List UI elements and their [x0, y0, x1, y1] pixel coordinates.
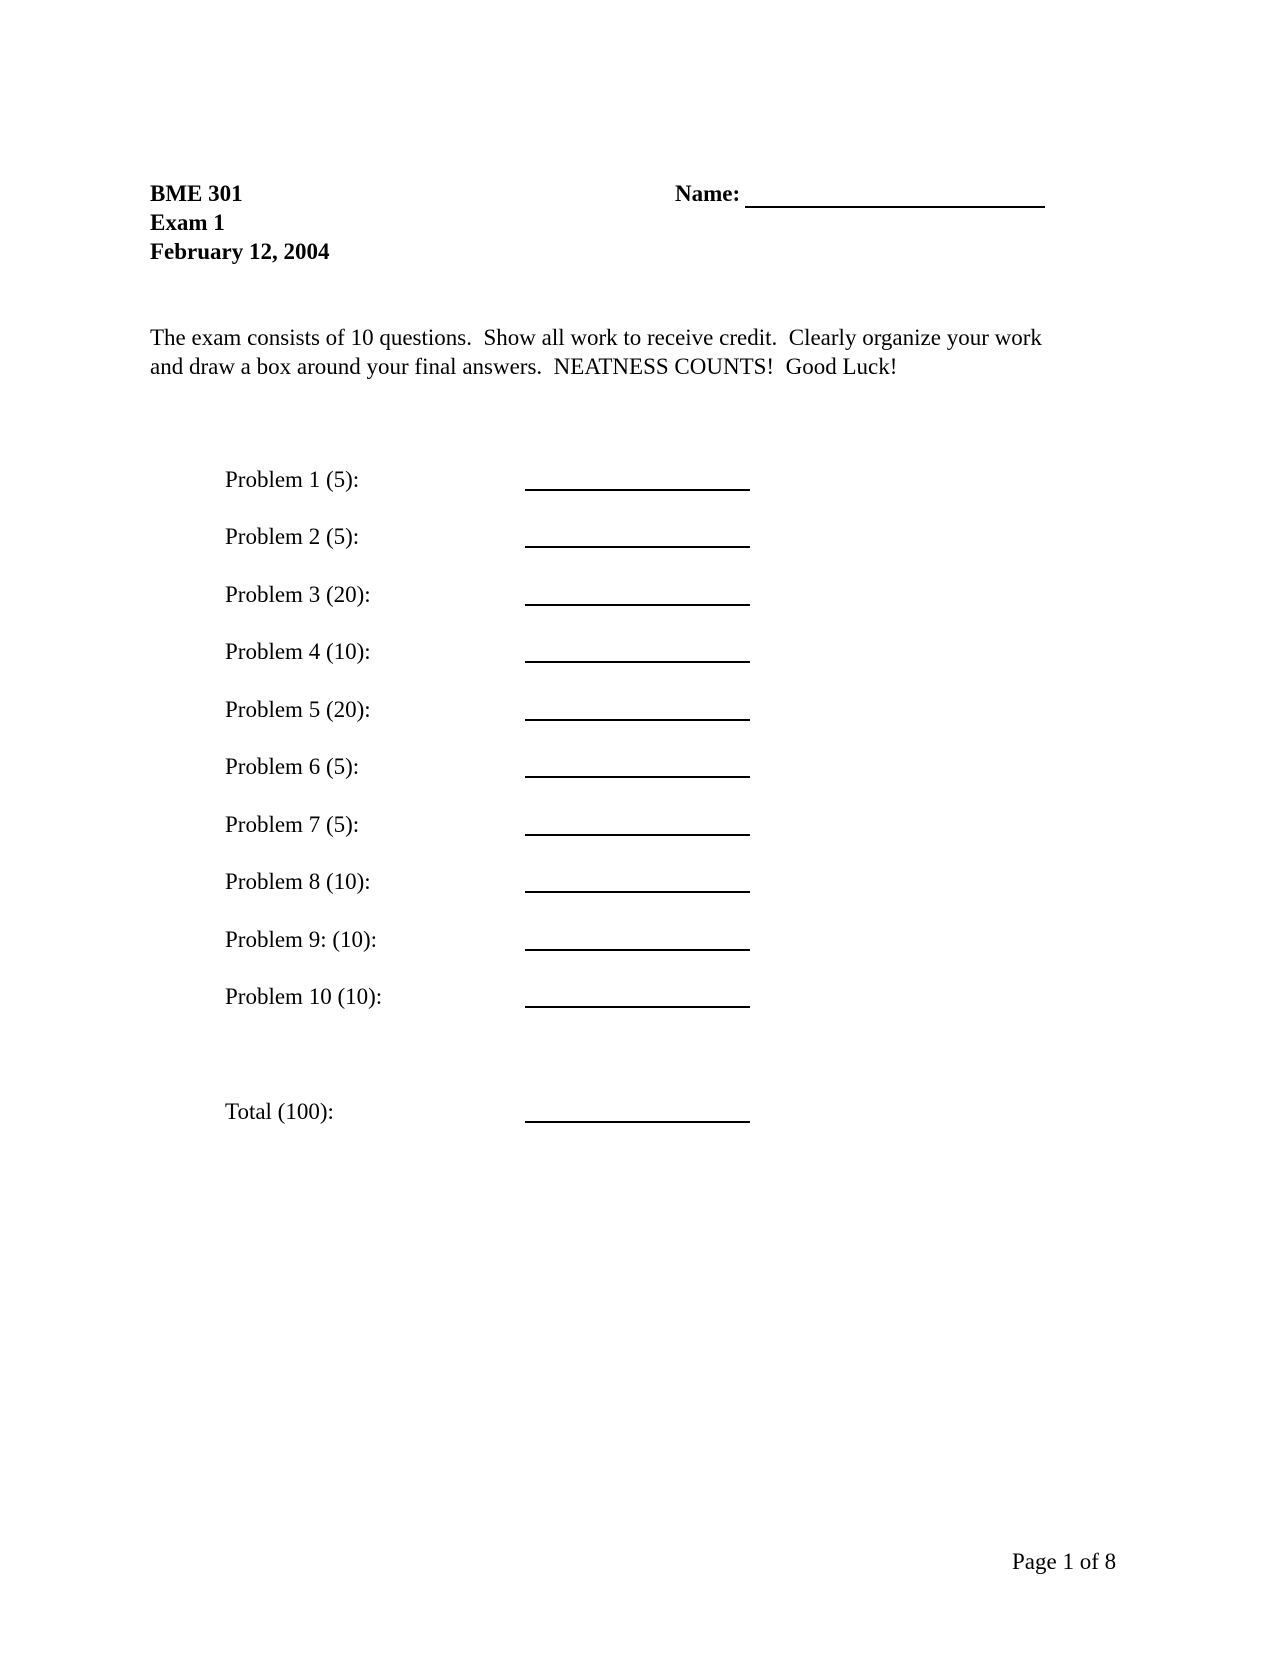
score-label: Problem 9: (10): — [225, 927, 378, 952]
total-label: Total (100): — [225, 1099, 334, 1124]
score-blank-line[interactable] — [525, 661, 750, 663]
score-label: Problem 6 (5): — [225, 754, 360, 779]
total-blank-line[interactable] — [525, 1121, 750, 1123]
score-row-problem-8 — [225, 867, 750, 897]
instructions-line-1: The exam consists of 10 questions. Show all work to receive credit. Clearly organize your work — [150, 325, 1042, 350]
score-blank-line[interactable] — [525, 776, 750, 778]
score-row-problem-3 — [225, 580, 750, 610]
score-label: Problem 2 (5): — [225, 524, 360, 549]
score-label: Problem 8 (10): — [225, 869, 371, 894]
score-blank-line[interactable] — [525, 949, 750, 951]
score-row-problem-5 — [225, 695, 750, 725]
name-label: Name: — [675, 181, 741, 206]
name-field — [675, 179, 1045, 208]
score-blank-line[interactable] — [525, 604, 750, 606]
score-row-problem-2 — [225, 522, 750, 552]
instructions-line-2: and draw a box around your final answers. NEATNESS COUNTS! Good Luck! — [150, 354, 898, 379]
score-blank-line[interactable] — [525, 1006, 750, 1008]
score-row-problem-4 — [225, 637, 750, 667]
course-title: BME 301 — [150, 181, 243, 206]
score-row-problem-1 — [225, 465, 750, 495]
score-label: Problem 3 (20): — [225, 582, 371, 607]
score-row-problem-10 — [225, 982, 750, 1012]
score-blank-line[interactable] — [525, 891, 750, 893]
score-blank-line[interactable] — [525, 489, 750, 491]
score-label: Problem 10 (10): — [225, 984, 383, 1009]
score-label: Problem 1 (5): — [225, 467, 360, 492]
exam-date: February 12, 2004 — [150, 239, 330, 264]
score-row-problem-6 — [225, 752, 750, 782]
score-blank-line[interactable] — [525, 546, 750, 548]
score-label: Problem 5 (20): — [225, 697, 371, 722]
score-blank-line[interactable] — [525, 834, 750, 836]
score-label: Problem 4 (10): — [225, 639, 371, 664]
page-number: Page 1 of 8 — [1012, 1549, 1117, 1574]
score-row-total — [225, 1097, 750, 1127]
score-blank-line[interactable] — [525, 719, 750, 721]
exam-instructions — [150, 323, 1150, 381]
name-blank-line[interactable] — [745, 184, 1045, 208]
score-label: Problem 7 (5): — [225, 812, 360, 837]
exam-title: Exam 1 — [150, 210, 225, 235]
score-row-problem-9 — [225, 925, 750, 955]
score-row-problem-7 — [225, 810, 750, 840]
